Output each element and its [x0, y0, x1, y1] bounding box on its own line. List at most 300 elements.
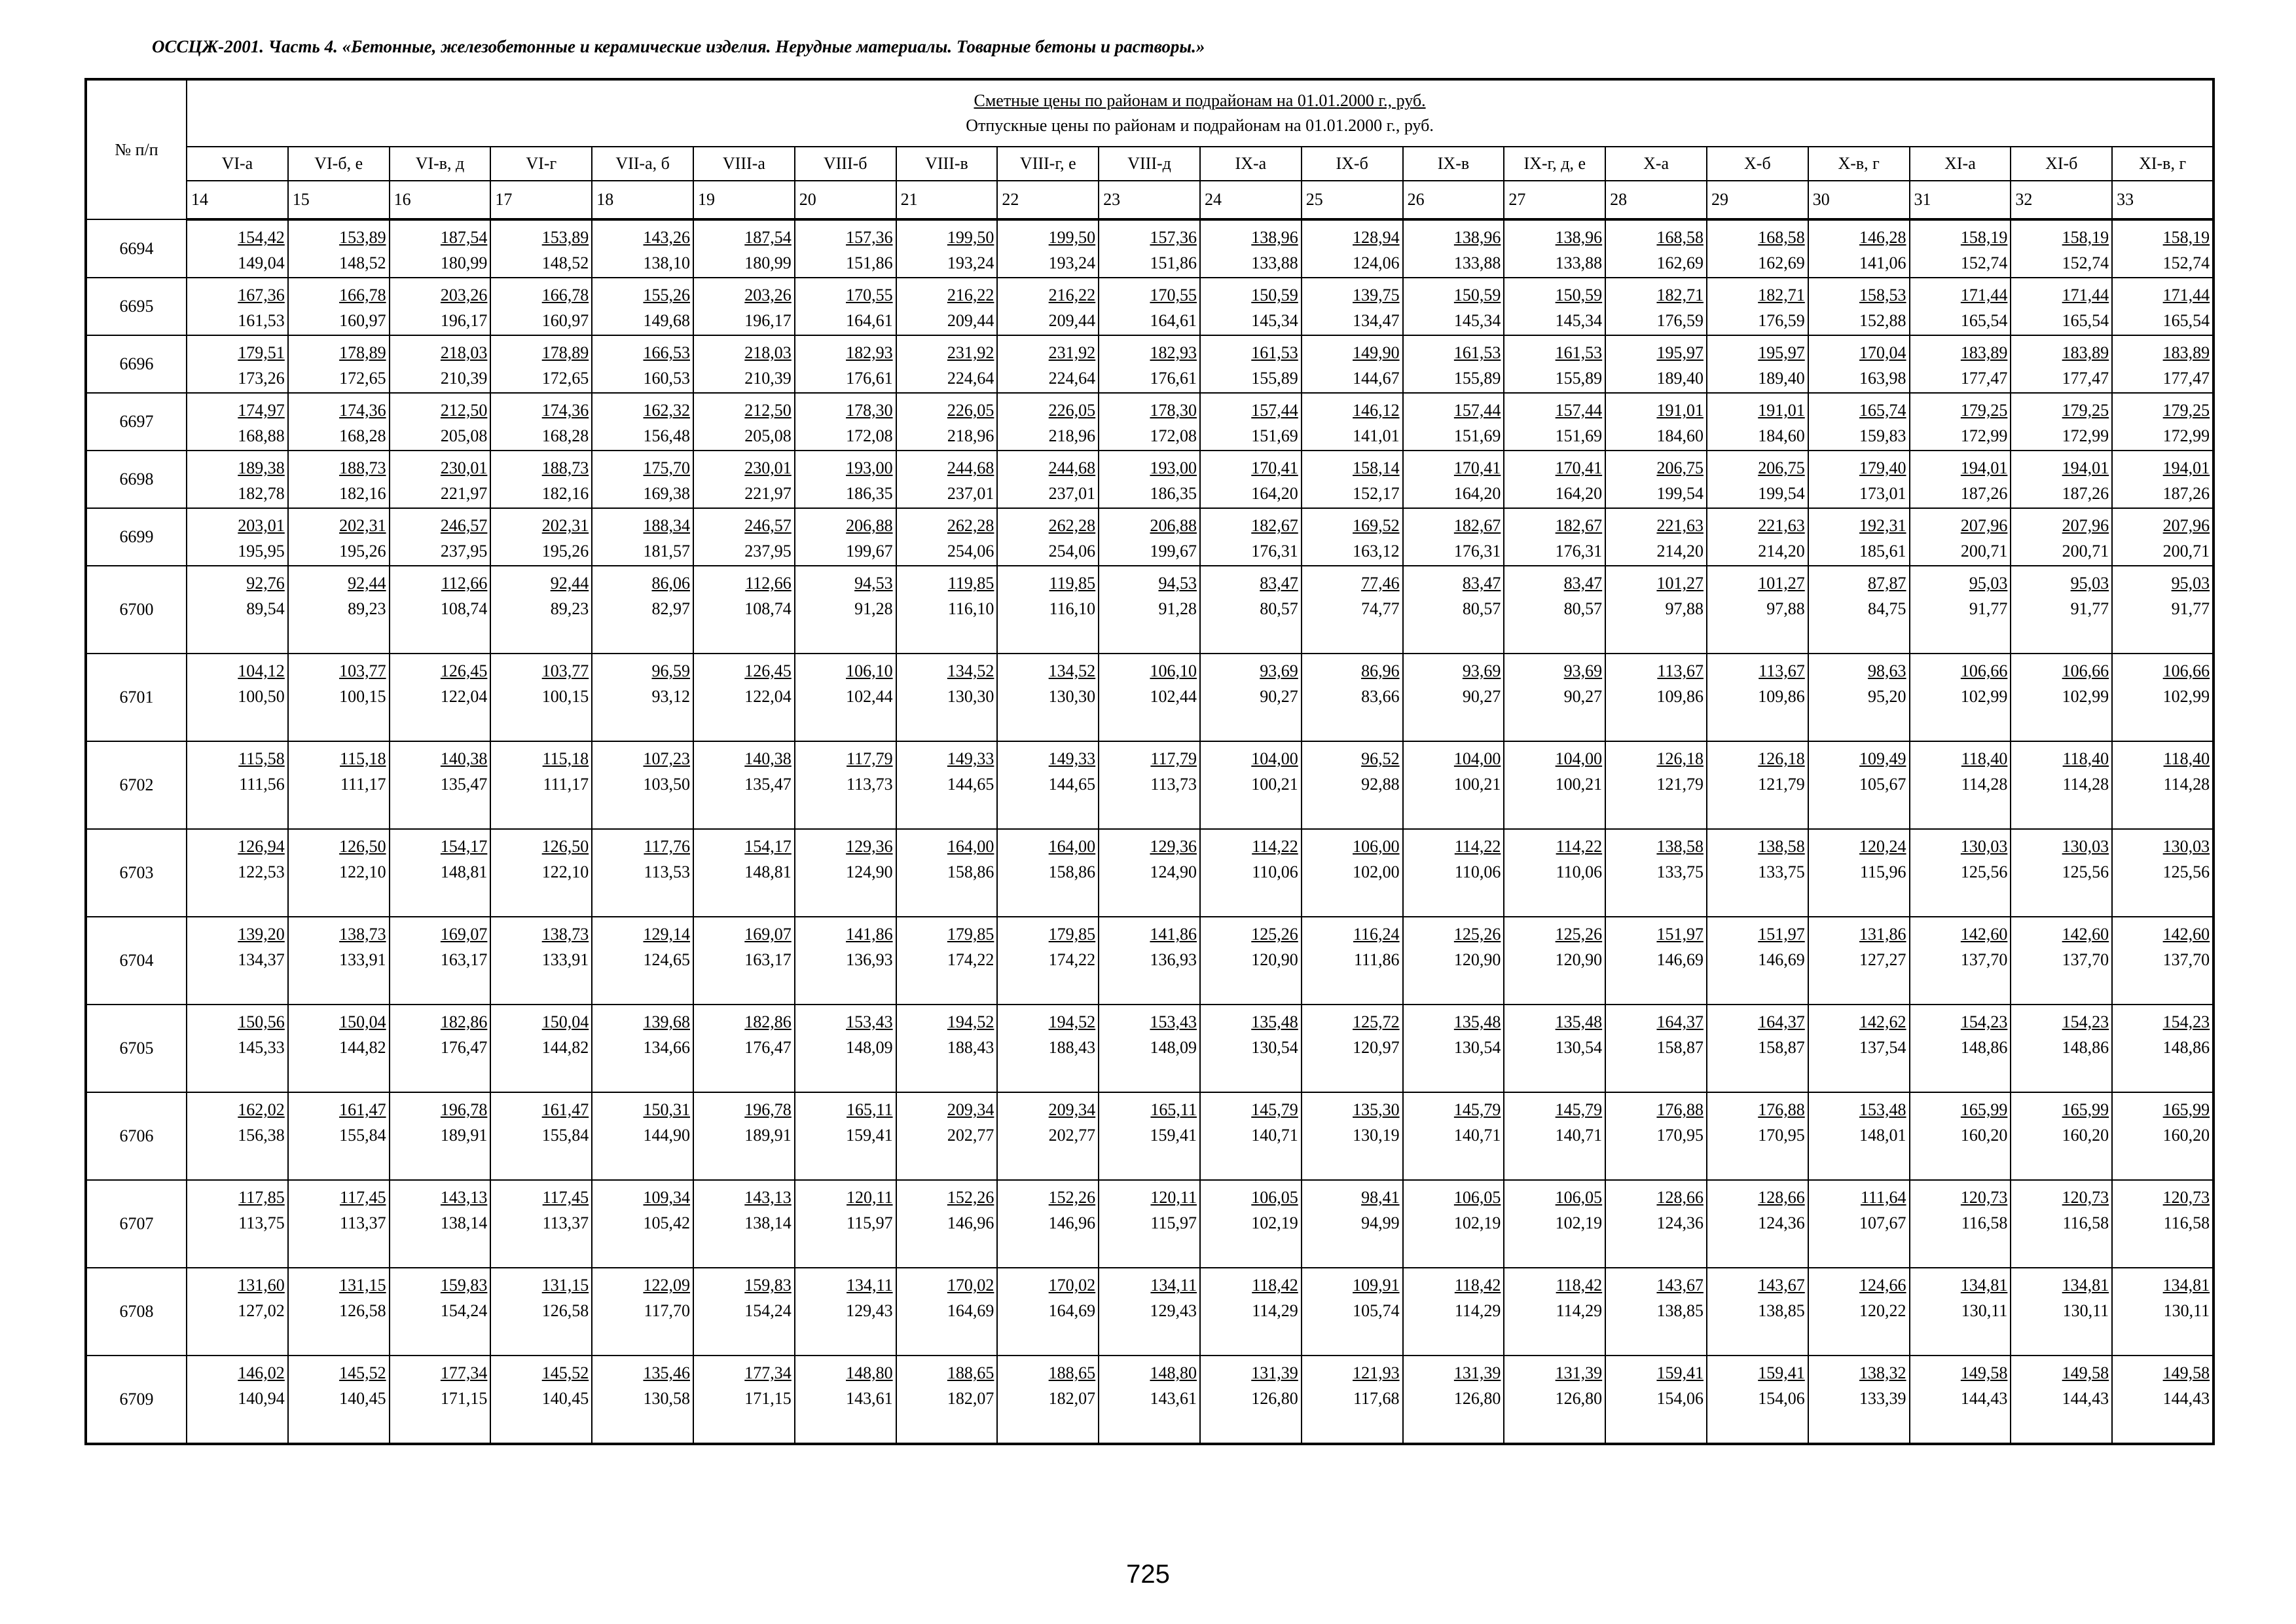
price-cell [1403, 335, 1504, 393]
price-cell [1099, 654, 1200, 741]
estimate-price: 157,44 [1555, 401, 1603, 420]
release-price: 172,08 [1150, 426, 1197, 445]
price-cell [1707, 917, 1808, 1005]
release-price: 116,58 [2163, 1213, 2210, 1232]
release-price: 114,29 [1454, 1301, 1501, 1320]
price-cell [1403, 1268, 1504, 1356]
release-price: 140,94 [238, 1389, 285, 1408]
price-cell [795, 654, 896, 741]
column-number: 33 [2112, 181, 2214, 219]
price-cell [1504, 741, 1605, 829]
estimate-price: 129,36 [846, 837, 893, 856]
estimate-price: 177,34 [440, 1363, 488, 1382]
release-price: 182,16 [541, 484, 589, 503]
row-id: 6709 [86, 1356, 187, 1444]
table-row [86, 1356, 2214, 1444]
price-cell [1707, 829, 1808, 917]
estimate-price: 150,04 [541, 1012, 589, 1031]
estimate-price: 159,41 [1758, 1363, 1805, 1382]
release-price: 164,61 [1150, 311, 1197, 330]
estimate-price: 164,37 [1656, 1012, 1704, 1031]
release-price: 107,67 [1859, 1213, 1906, 1232]
release-price: 159,41 [1150, 1126, 1197, 1145]
price-cell [592, 1356, 693, 1444]
release-price: 95,20 [1868, 687, 1906, 706]
price-cell [1302, 278, 1403, 335]
estimate-price: 164,37 [1758, 1012, 1805, 1031]
estimate-price: 171,44 [2062, 286, 2109, 304]
estimate-price: 138,73 [339, 925, 386, 944]
release-price: 214,20 [1758, 542, 1805, 561]
price-cell [288, 1092, 390, 1180]
price-cell [2011, 1005, 2112, 1092]
estimate-price: 96,52 [1361, 749, 1400, 768]
estimate-price: 176,88 [1758, 1100, 1805, 1119]
release-price: 114,28 [2062, 775, 2109, 794]
price-cell [795, 393, 896, 451]
estimate-price: 179,85 [947, 925, 994, 944]
release-price: 163,17 [744, 950, 792, 969]
price-cell [2011, 508, 2112, 566]
release-price: 100,21 [1251, 775, 1298, 794]
estimate-price: 182,86 [440, 1012, 488, 1031]
price-cell [592, 829, 693, 917]
release-price: 140,71 [1251, 1126, 1298, 1145]
release-price: 221,97 [440, 484, 488, 503]
table-row [86, 335, 2214, 393]
price-cell [390, 1092, 491, 1180]
price-cell [1099, 335, 1200, 393]
price-cell [1605, 219, 1707, 278]
release-price: 120,97 [1353, 1038, 1400, 1057]
price-cell [1200, 393, 1302, 451]
price-cell [1403, 1356, 1504, 1444]
price-cell [288, 1268, 390, 1356]
table-row [86, 451, 2214, 508]
price-cell [1099, 741, 1200, 829]
price-cell [2112, 219, 2214, 278]
release-price: 164,61 [846, 311, 893, 330]
price-cell [997, 917, 1099, 1005]
price-cell [288, 566, 390, 654]
estimate-price: 161,53 [1251, 343, 1298, 362]
price-cell [288, 219, 390, 278]
release-price: 124,36 [1758, 1213, 1805, 1232]
price-cell [2112, 508, 2214, 566]
estimate-price: 177,34 [744, 1363, 792, 1382]
release-price: 148,01 [1859, 1126, 1906, 1145]
release-price: 137,70 [2162, 950, 2210, 969]
price-cell [490, 393, 592, 451]
price-cell [1200, 566, 1302, 654]
release-price: 155,89 [1453, 369, 1501, 388]
estimate-price: 157,44 [1251, 401, 1298, 420]
price-cell [997, 451, 1099, 508]
estimate-price: 93,69 [1260, 661, 1298, 680]
estimate-price: 178,89 [339, 343, 386, 362]
price-cell [592, 219, 693, 278]
release-price: 145,34 [1453, 311, 1501, 330]
price-cell [1910, 566, 2011, 654]
price-cell [390, 335, 491, 393]
estimate-price: 114,22 [1454, 837, 1501, 856]
estimate-price: 151,97 [1758, 925, 1805, 944]
estimate-price: 170,04 [1859, 343, 1906, 362]
price-cell [1403, 917, 1504, 1005]
estimate-price: 128,66 [1758, 1188, 1805, 1207]
estimate-price: 194,01 [2062, 458, 2109, 477]
release-price: 189,40 [1656, 369, 1704, 388]
release-price: 125,56 [2162, 862, 2210, 881]
estimate-price: 118,40 [1961, 749, 2008, 768]
price-cell [1403, 654, 1504, 741]
release-price: 110,06 [1556, 862, 1603, 881]
release-price: 120,90 [1251, 950, 1298, 969]
price-cell [490, 917, 592, 1005]
column-number: 18 [592, 181, 693, 219]
price-cell [1200, 917, 1302, 1005]
column-name: IX-а [1200, 147, 1302, 181]
price-cell [1099, 1180, 1200, 1268]
release-price: 176,47 [744, 1038, 792, 1057]
release-price: 116,10 [947, 599, 994, 618]
price-table [84, 78, 2215, 1445]
estimate-price: 159,83 [744, 1276, 792, 1295]
release-price: 127,02 [238, 1301, 285, 1320]
price-cell [187, 393, 288, 451]
price-cell [2011, 741, 2112, 829]
release-price: 84,75 [1868, 599, 1906, 618]
price-cell [1605, 1356, 1707, 1444]
price-cell [1099, 829, 1200, 917]
estimate-price: 153,43 [1150, 1012, 1197, 1031]
column-number: 28 [1605, 181, 1707, 219]
price-cell [896, 393, 998, 451]
release-price: 185,61 [1859, 542, 1906, 561]
price-cell [1200, 741, 1302, 829]
release-price: 164,20 [1555, 484, 1603, 503]
estimate-price: 170,02 [1048, 1276, 1096, 1295]
release-price: 138,14 [744, 1213, 792, 1232]
estimate-price: 179,25 [2062, 401, 2109, 420]
price-cell [896, 1268, 998, 1356]
release-price: 111,17 [340, 775, 386, 794]
price-cell [1910, 335, 2011, 393]
price-cell [1504, 1180, 1605, 1268]
estimate-price: 206,75 [1758, 458, 1805, 477]
estimate-price: 218,03 [744, 343, 792, 362]
release-price: 130,11 [2163, 1301, 2210, 1320]
column-name: VI-б, е [288, 147, 390, 181]
estimate-price: 166,53 [643, 343, 690, 362]
release-price: 196,17 [744, 311, 792, 330]
column-name: VIII-г, е [997, 147, 1099, 181]
release-price: 83,66 [1361, 687, 1400, 706]
column-name: VIII-а [693, 147, 795, 181]
release-price: 133,91 [541, 950, 589, 969]
row-id: 6706 [86, 1092, 187, 1180]
price-cell [997, 1356, 1099, 1444]
release-price: 102,19 [1251, 1213, 1298, 1232]
price-cell [1504, 566, 1605, 654]
release-price: 114,29 [1252, 1301, 1298, 1320]
estimate-price: 169,07 [440, 925, 488, 944]
price-cell [1910, 829, 2011, 917]
estimate-price: 152,26 [947, 1188, 994, 1207]
release-price: 100,15 [339, 687, 386, 706]
release-price: 173,26 [238, 369, 285, 388]
column-number: 19 [693, 181, 795, 219]
release-price: 130,54 [1555, 1038, 1603, 1057]
release-price: 125,56 [1960, 862, 2008, 881]
release-price: 133,88 [1251, 253, 1298, 272]
release-price: 162,69 [1656, 253, 1704, 272]
price-cell [795, 1092, 896, 1180]
price-cell [795, 829, 896, 917]
price-cell [1403, 219, 1504, 278]
estimate-price: 230,01 [744, 458, 792, 477]
release-price: 160,20 [2162, 1126, 2210, 1145]
price-cell [1605, 1005, 1707, 1092]
release-price: 160,20 [2062, 1126, 2109, 1145]
estimate-price: 141,86 [1150, 925, 1197, 944]
estimate-price: 131,39 [1251, 1363, 1298, 1382]
release-price: 102,44 [846, 687, 893, 706]
price-cell [187, 1005, 288, 1092]
release-price: 102,99 [2062, 687, 2109, 706]
estimate-price: 134,81 [2062, 1276, 2109, 1295]
release-price: 122,04 [440, 687, 488, 706]
price-cell [187, 741, 288, 829]
column-name: IX-б [1302, 147, 1403, 181]
estimate-price: 138,73 [541, 925, 589, 944]
estimate-price: 171,44 [1960, 286, 2008, 304]
column-name: IX-г, д, е [1504, 147, 1605, 181]
release-price: 108,74 [744, 599, 792, 618]
estimate-price: 117,45 [340, 1188, 386, 1207]
price-cell [997, 508, 1099, 566]
price-cell [1200, 219, 1302, 278]
estimate-price: 262,28 [947, 516, 994, 535]
release-price: 165,54 [1960, 311, 2008, 330]
price-cell [1808, 393, 1910, 451]
release-price: 117,68 [1353, 1389, 1400, 1408]
estimate-price: 179,85 [1048, 925, 1096, 944]
estimate-price: 146,02 [238, 1363, 285, 1382]
price-cell [1910, 451, 2011, 508]
estimate-price: 140,38 [440, 749, 488, 768]
estimate-price: 103,77 [541, 661, 589, 680]
column-name: X-в, г [1808, 147, 1910, 181]
estimate-price: 98,41 [1361, 1188, 1400, 1207]
release-price: 209,44 [1048, 311, 1096, 330]
estimate-price: 120,11 [1150, 1188, 1197, 1207]
release-price: 144,65 [1048, 775, 1096, 794]
price-cell [1302, 1005, 1403, 1092]
price-cell [187, 1356, 288, 1444]
release-price: 108,74 [440, 599, 488, 618]
price-cell [693, 1092, 795, 1180]
price-cell [1504, 829, 1605, 917]
release-price: 121,79 [1758, 775, 1805, 794]
row-id: 6705 [86, 1005, 187, 1092]
release-price: 91,77 [2070, 599, 2109, 618]
rownum-header: № п/п [86, 79, 187, 219]
release-price: 124,06 [1353, 253, 1400, 272]
price-cell [1808, 1005, 1910, 1092]
release-price: 182,07 [947, 1389, 994, 1408]
price-cell [490, 1005, 592, 1092]
release-price: 176,59 [1656, 311, 1704, 330]
release-price: 144,43 [1960, 1389, 2008, 1408]
price-cell [896, 1356, 998, 1444]
estimate-price: 143,67 [1656, 1276, 1704, 1295]
release-price: 164,20 [1453, 484, 1501, 503]
release-price: 188,43 [947, 1038, 994, 1057]
release-price: 224,64 [1048, 369, 1096, 388]
estimate-price: 141,86 [846, 925, 893, 944]
release-price: 97,88 [1665, 599, 1704, 618]
estimate-price: 206,88 [1150, 516, 1197, 535]
release-price: 136,93 [1150, 950, 1197, 969]
release-price: 144,43 [2062, 1389, 2109, 1408]
release-price: 158,87 [1758, 1038, 1805, 1057]
estimate-price: 148,80 [846, 1363, 893, 1382]
price-cell [390, 451, 491, 508]
release-price: 148,09 [1150, 1038, 1197, 1057]
price-cell [288, 1356, 390, 1444]
release-price: 80,57 [1462, 599, 1501, 618]
release-price: 89,23 [550, 599, 589, 618]
price-cell [2011, 917, 2112, 1005]
price-cell [1605, 335, 1707, 393]
column-name: VIII-в [896, 147, 998, 181]
price-cell [1302, 219, 1403, 278]
estimate-price: 148,80 [1150, 1363, 1197, 1382]
estimate-price: 129,14 [643, 925, 690, 944]
release-price: 164,20 [1251, 484, 1298, 503]
release-price: 113,37 [340, 1213, 386, 1232]
estimate-price: 182,71 [1656, 286, 1704, 304]
release-price: 171,15 [440, 1389, 488, 1408]
price-cell [693, 741, 795, 829]
price-cell [592, 1005, 693, 1092]
estimate-price: 98,63 [1868, 661, 1906, 680]
price-cell [1605, 741, 1707, 829]
price-cell [997, 1180, 1099, 1268]
estimate-price: 168,58 [1656, 228, 1704, 247]
release-price: 199,54 [1656, 484, 1704, 503]
release-price: 82,97 [651, 599, 690, 618]
estimate-price: 126,18 [1656, 749, 1704, 768]
release-price: 143,61 [1150, 1389, 1197, 1408]
price-cell [2011, 335, 2112, 393]
price-cell [592, 335, 693, 393]
release-price: 177,47 [1960, 369, 2008, 388]
release-price: 158,86 [947, 862, 994, 881]
release-price: 158,86 [1048, 862, 1096, 881]
release-price: 160,53 [643, 369, 690, 388]
estimate-price: 170,41 [1251, 458, 1298, 477]
release-price: 100,21 [1555, 775, 1603, 794]
release-price: 94,99 [1361, 1213, 1400, 1232]
price-cell [490, 829, 592, 917]
column-number: 30 [1808, 181, 1910, 219]
release-price: 124,36 [1656, 1213, 1704, 1232]
estimate-price: 209,34 [947, 1100, 994, 1119]
estimate-price: 188,65 [1048, 1363, 1096, 1382]
price-cell [288, 335, 390, 393]
release-price: 195,26 [339, 542, 386, 561]
price-cell [288, 829, 390, 917]
release-price: 176,47 [440, 1038, 488, 1057]
price-cell [1707, 278, 1808, 335]
release-price: 202,77 [1048, 1126, 1096, 1145]
estimate-price: 182,67 [1555, 516, 1603, 535]
release-price: 97,88 [1766, 599, 1805, 618]
estimate-price: 135,48 [1251, 1012, 1298, 1031]
release-price: 144,82 [541, 1038, 589, 1057]
price-cell [896, 1092, 998, 1180]
document-header: ОССЦЖ-2001. Часть 4. «Бетонные, железобетонные и керамические изделия. Нерудные материалы. Товарные бетоны и растворы.» [152, 37, 1205, 56]
price-cell [490, 335, 592, 393]
release-price: 124,90 [846, 862, 893, 881]
release-price: 168,88 [238, 426, 285, 445]
price-cell [1504, 219, 1605, 278]
table-row [86, 393, 2214, 451]
price-cell [1808, 829, 1910, 917]
estimate-price: 165,99 [1960, 1100, 2008, 1119]
release-price: 162,69 [1758, 253, 1805, 272]
price-cell [592, 278, 693, 335]
estimate-price: 109,34 [643, 1188, 690, 1207]
release-price: 133,88 [1453, 253, 1501, 272]
table-row [86, 917, 2214, 1005]
release-price: 148,86 [2162, 1038, 2210, 1057]
estimate-price: 169,07 [744, 925, 792, 944]
estimate-price: 164,00 [1048, 837, 1096, 856]
table-row [86, 1005, 2214, 1092]
price-cell [1504, 508, 1605, 566]
table-title [187, 79, 2214, 147]
price-cell [490, 1092, 592, 1180]
release-price: 120,90 [1555, 950, 1603, 969]
price-cell [1910, 1180, 2011, 1268]
release-price: 130,11 [1961, 1301, 2008, 1320]
price-cell [592, 1092, 693, 1180]
release-price: 124,90 [1150, 862, 1197, 881]
estimate-price: 106,66 [2162, 661, 2210, 680]
price-cell [2011, 1268, 2112, 1356]
estimate-price: 165,74 [1859, 401, 1906, 420]
release-price: 133,88 [1555, 253, 1603, 272]
price-cell [490, 508, 592, 566]
release-price: 148,86 [1960, 1038, 2008, 1057]
column-name: XI-б [2011, 147, 2112, 181]
release-price: 125,56 [2062, 862, 2109, 881]
price-cell [187, 917, 288, 1005]
price-cell [1504, 451, 1605, 508]
price-cell [1910, 219, 2011, 278]
release-price: 90,27 [1563, 687, 1603, 706]
release-price: 109,86 [1758, 687, 1805, 706]
release-price: 186,35 [846, 484, 893, 503]
release-price: 149,04 [238, 253, 285, 272]
estimate-price: 193,00 [846, 458, 893, 477]
estimate-price: 94,53 [1158, 574, 1197, 593]
price-cell [592, 1180, 693, 1268]
release-price: 187,26 [2162, 484, 2210, 503]
